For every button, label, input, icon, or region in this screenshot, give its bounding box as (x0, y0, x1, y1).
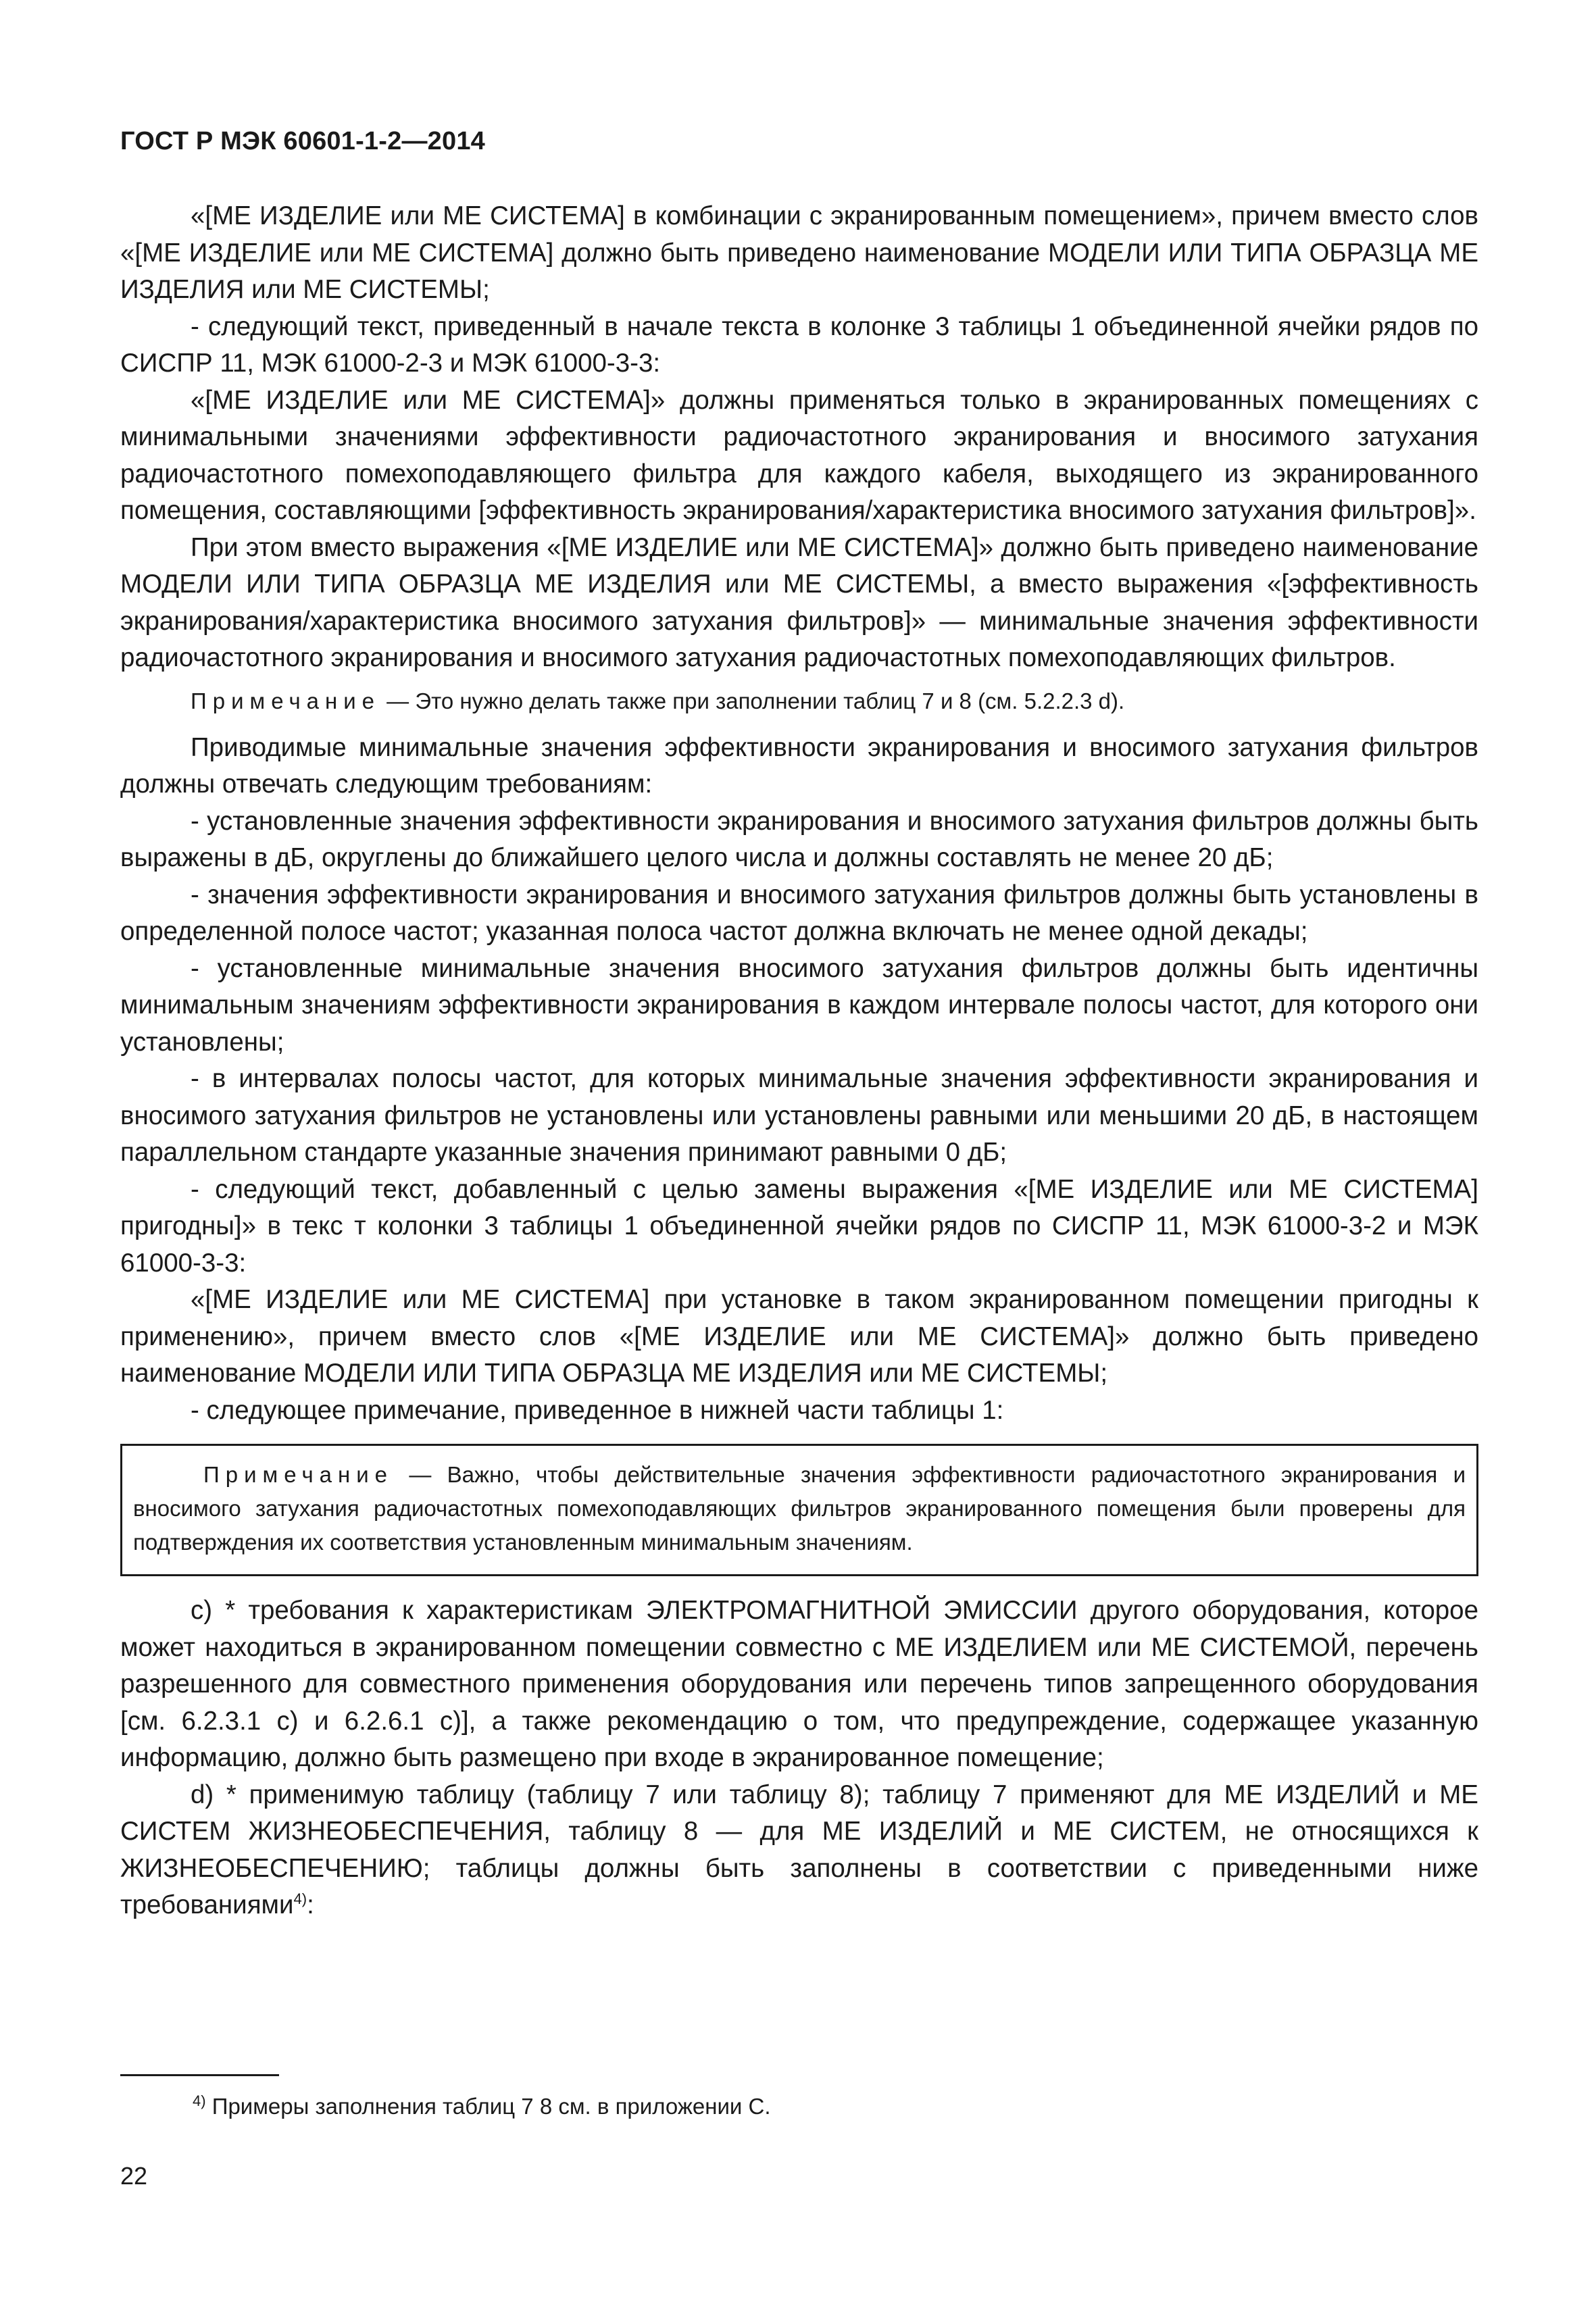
paragraph: Приводимые минимальные значения эффективности экранирования и вносимого затухания фильтров должны отвечать следующим требованиям: (120, 732, 1478, 799)
footnote-text: Примеры заполнения таблиц 7 8 см. в приложении С. (205, 2094, 771, 2119)
list-item: - следующее примечание, приведенное в нижней части таблицы 1: (191, 1395, 1004, 1425)
document-header: ГОСТ Р МЭК 60601-1-2—2014 (120, 127, 485, 155)
note (120, 685, 1478, 718)
list-item: - установленные минимальные значения вносимого затухания фильтров должны быть идентичны минимальным значениям эффективности экранирования в каждом интервале полосы частот, для которого они установлены; (120, 953, 1478, 1057)
paragraph: При этом вместо выражения «[МЕ ИЗДЕЛИЕ или МЕ СИСТЕМА]» должно быть приведено наименование МОДЕЛИ ИЛИ ТИПА ОБРАЗЦА МЕ ИЗДЕЛИЯ или МЕ СИСТЕМЫ, а вместо выражения «[эффективность экранирования/характеристика вносимого затухания фильтров]» — минимальные значения эффективности радиочастотного экранирования и вносимого затухания радиочастотных помехоподавляющих фильтров. (120, 532, 1478, 672)
paragraph: «[МЕ ИЗДЕЛИЕ или МЕ СИСТЕМА]» должны применяться только в экранированных помещениях с минимальными значениями эффективности радиочастотного экранирования и вносимого затухания радиочастотного помехоподавляющего фильтра для каждого кабеля, выходящего из экранированного помещения, составляющими [эффективность экранирования/характеристика вносимого затухания фильтров]». (120, 385, 1478, 525)
list-item-d (120, 1777, 1478, 1924)
footnote-ref[interactable]: 4) (293, 1890, 307, 1908)
paragraph: «[МЕ ИЗДЕЛИЕ или МЕ СИСТЕМА] при установке в таком экранированном помещении пригодны к применению», причем вместо слов «[МЕ ИЗДЕЛИЕ или МЕ СИСТЕМА]» должно быть приведено наименование МОДЕЛИ ИЛИ ТИПА ОБРАЗЦА МЕ ИЗДЕЛИЯ или МЕ СИСТЕМЫ; (120, 1285, 1478, 1388)
footnote-marker: 4) (193, 2092, 206, 2109)
list-item-d-end: : (307, 1890, 314, 1919)
note-text: — Важно, чтобы действительные значения эффективности радиочастотного экранирования и вносимого затухания радиочастотных помехоподавляющих фильтров экранированного помещения были проверены для подтверждения их соответствия установленным минимальным значениям. (133, 1462, 1466, 1555)
footnote-divider (120, 2074, 279, 2076)
list-item: - в интервалах полосы частот, для которых минимальные значения эффективности экранирования и вносимого затухания фильтров не установлены или установлены равными или меньшими 20 дБ, в настоящем параллельном стандарте указанные значения принимают равными 0 дБ; (120, 1064, 1478, 1167)
note-label: Примечание (203, 1462, 394, 1487)
paragraph: - следующий текст, приведенный в начале текста в колонке 3 таблицы 1 объединенной ячейки рядов по СИСПР 11, МЭК 61000-2-3 и МЭК 61000-3-3: (120, 311, 1478, 378)
note-label: Примечание (191, 688, 381, 713)
footnote (193, 2091, 771, 2122)
list-item: - значения эффективности экранирования и вносимого затухания фильтров должны быть установлены в определенной полосе частот; указанная полоса частот должна включать не менее одной декады; (120, 880, 1478, 946)
page-number: 22 (120, 2162, 148, 2190)
paragraph: «[МЕ ИЗДЕЛИЕ или МЕ СИСТЕМА] в комбинации с экранированным помещением», причем вместо слов «[МЕ ИЗДЕЛИЕ или МЕ СИСТЕМА] должно быть приведено наименование МОДЕЛИ ИЛИ ТИПА ОБРАЗЦА МЕ ИЗДЕЛИЯ или МЕ СИСТЕМЫ; (120, 201, 1478, 304)
note-text: — Это нужно делать также при заполнении таблиц 7 и 8 (см. 5.2.2.3 d). (380, 688, 1125, 713)
list-item: - установленные значения эффективности экранирования и вносимого затухания фильтров должны быть выражены в дБ, округлены до ближайшего целого числа и должны составлять не менее 20 дБ; (120, 806, 1478, 872)
boxed-note-text (133, 1458, 1466, 1559)
list-item-d-text: d) * применимую таблицу (таблицу 7 или таблицу 8); таблицу 7 применяют для МЕ ИЗДЕЛИЙ и МЕ СИСТЕМ ЖИЗНЕОБЕСПЕЧЕНИЯ, таблицу 8 — для МЕ ИЗДЕЛИЙ и МЕ СИСТЕМ, не относящихся к ЖИЗНЕОБЕСПЕЧЕНИЮ; таблицы должны быть заполнены в соответствии с приведенными ниже требованиями (120, 1780, 1478, 1919)
page-body (120, 198, 1478, 1924)
list-item-c: c) * требования к характеристикам ЭЛЕКТРОМАГНИТНОЙ ЭМИССИИ другого оборудования, которое может находиться в экранированном помещении совместно с МЕ ИЗДЕЛИЕМ или МЕ СИСТЕМОЙ, перечень разрешенного для совместного применения оборудования или перечень типов запрещенного оборудования [см. 6.2.3.1 c) и 6.2.6.1 c)], а также рекомендацию о том, что предупреждение, содержащее указанную информацию, должно быть размещено при входе в экранированное помещение; (120, 1596, 1478, 1772)
list-item: - следующий текст, добавленный с целью замены выражения «[МЕ ИЗДЕЛИЕ или МЕ СИСТЕМА] пригодны]» в текс т колонки 3 таблицы 1 объединенной ячейки рядов по СИСПР 11, МЭК 61000-3-2 и МЭК 61000-3-3: (120, 1174, 1478, 1278)
boxed-note (120, 1444, 1478, 1576)
